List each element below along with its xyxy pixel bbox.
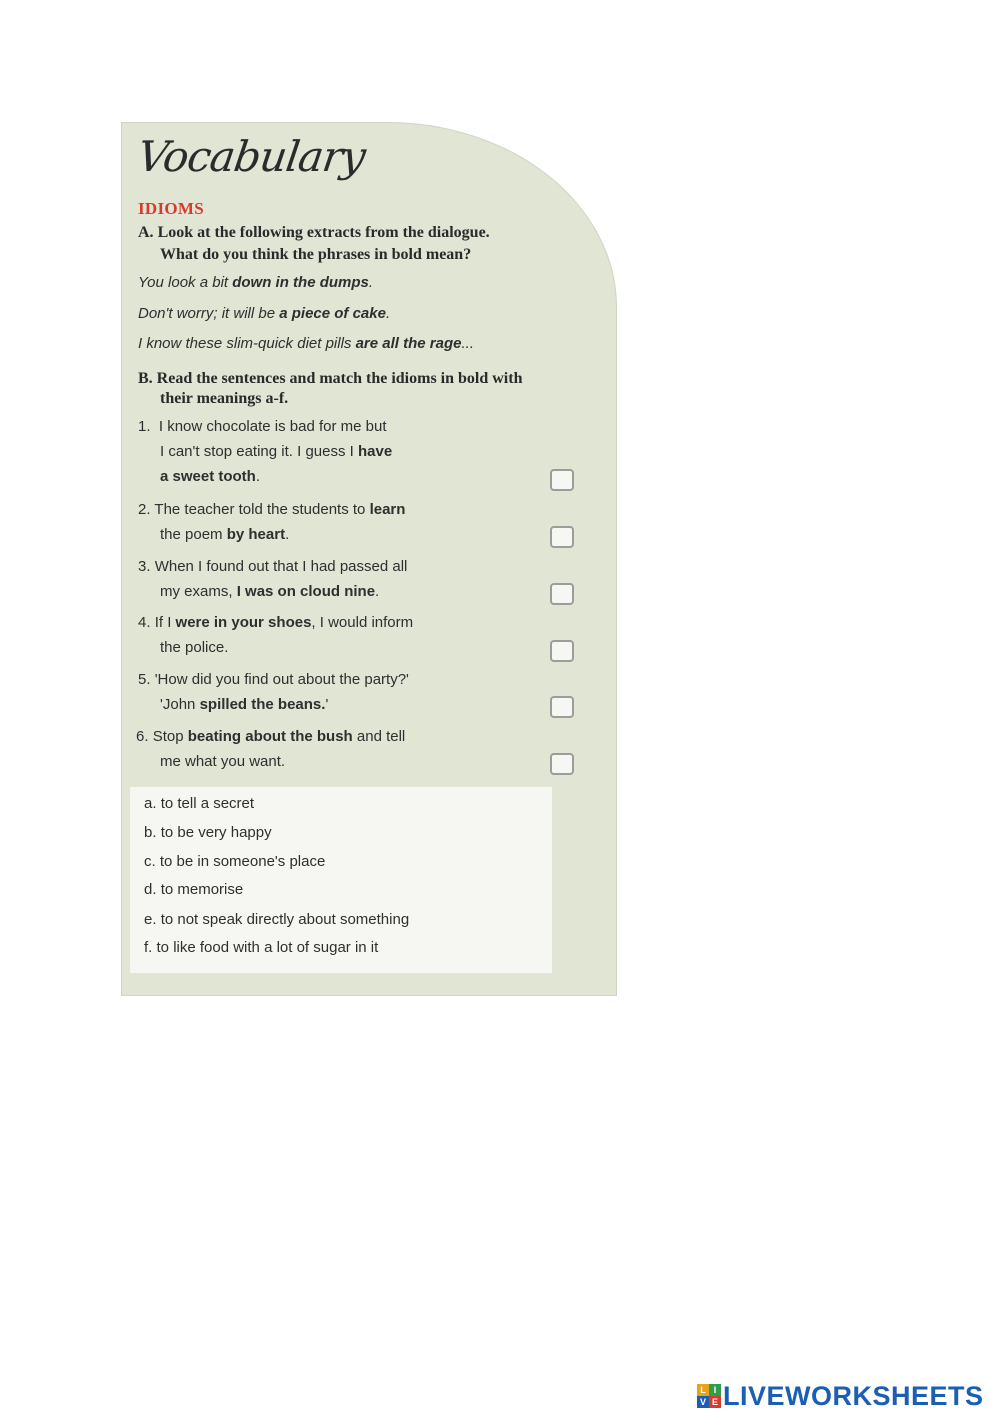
meaning-f-letter: f. <box>144 939 153 956</box>
item-2-text1: The teacher told the students to <box>154 501 370 518</box>
logo-mark-l: L <box>697 1384 709 1396</box>
meaning-e-letter: e. <box>144 911 157 928</box>
meaning-a-letter: a. <box>144 795 157 812</box>
meaning-c-letter: c. <box>144 853 156 870</box>
part-b-letter: B. <box>138 370 153 387</box>
part-a-letter: A. <box>138 224 154 241</box>
extract-2-post: . <box>385 305 391 322</box>
answer-box-3[interactable] <box>550 583 574 605</box>
answer-box-4[interactable] <box>550 640 574 662</box>
item-1-line2 <box>160 443 392 460</box>
meaning-b-text: to be very happy <box>160 824 272 841</box>
item-2-number: 2. <box>138 501 151 518</box>
extract-3 <box>138 335 474 352</box>
section-heading: IDIOMS <box>138 199 205 218</box>
item-3-number: 3. <box>138 558 151 575</box>
item-3-line2 <box>160 583 379 600</box>
item-1-bold1: have <box>357 443 393 460</box>
meaning-d <box>144 881 243 898</box>
item-3-post: . <box>375 583 380 600</box>
extract-3-post: ... <box>461 335 474 352</box>
answer-box-5[interactable] <box>550 696 574 718</box>
meaning-a-text: to tell a secret <box>160 795 255 812</box>
item-3-line1 <box>138 558 407 575</box>
meaning-b <box>144 824 272 841</box>
meaning-c <box>144 853 325 870</box>
item-4-text1: If I <box>154 614 176 631</box>
item-3-text1: When I found out that I had passed all <box>154 558 408 575</box>
logo-mark-v: V <box>697 1396 709 1408</box>
item-4-number: 4. <box>138 614 151 631</box>
item-1-post: . <box>255 468 261 485</box>
item-1-bold2: a sweet tooth <box>160 468 256 485</box>
meaning-f-text: to like food with a lot of sugar in it <box>156 939 379 956</box>
part-b-instruction-line1 <box>138 370 522 388</box>
extract-1-bold: down in the dumps <box>232 274 369 291</box>
meaning-f <box>144 939 378 956</box>
page-title: Vocabulary <box>134 132 368 181</box>
item-3-text2: my exams, <box>160 583 237 600</box>
part-a-text-1: Look at the following extracts from the dialogue. <box>157 224 490 241</box>
extract-3-bold: are all the rage <box>355 335 462 352</box>
item-5-line1 <box>138 671 409 688</box>
part-b-text-1: Read the sentences and match the idioms in bold with <box>156 370 523 387</box>
meaning-e-text: to not speak directly about something <box>160 911 410 928</box>
item-6-line2: me what you want. <box>160 753 286 770</box>
item-5-text2: 'John <box>160 696 200 713</box>
item-6-text1: Stop <box>152 728 188 745</box>
extract-2 <box>138 305 390 322</box>
meaning-a <box>144 795 254 812</box>
item-1-text1: I know chocolate is bad for me but <box>158 418 387 435</box>
item-2-line2 <box>160 526 289 543</box>
meaning-e <box>144 911 409 928</box>
extract-1-pre: You look a bit <box>138 274 233 291</box>
item-4-line1 <box>138 614 413 631</box>
item-5-text1: 'How did you find out about the party?' <box>154 671 409 688</box>
item-4-bold: were in your shoes <box>175 614 312 631</box>
meaning-d-letter: d. <box>144 881 157 898</box>
item-1-text2: I can't stop eating it. I guess I <box>160 443 358 460</box>
meaning-d-text: to memorise <box>160 881 244 898</box>
item-1-line3 <box>160 468 260 485</box>
liveworksheets-logo[interactable] <box>697 1381 984 1411</box>
item-2-post: . <box>285 526 290 543</box>
logo-mark-icon <box>697 1384 721 1408</box>
item-1-line1 <box>138 418 386 435</box>
item-2-bold2: by heart <box>226 526 286 543</box>
logo-text: LIVEWORKSHEETS <box>723 1380 984 1411</box>
part-b-instruction-line2: their meanings a-f. <box>160 390 289 407</box>
extract-2-bold: a piece of cake <box>279 305 386 322</box>
item-2-text2: the poem <box>160 526 227 543</box>
item-5-number: 5. <box>138 671 151 688</box>
extract-2-pre: Don't worry; it will be <box>138 305 280 322</box>
item-6-number: 6. <box>136 728 149 745</box>
answer-box-1[interactable] <box>550 469 574 491</box>
item-5-bold: spilled the beans. <box>199 696 326 713</box>
logo-mark-e: E <box>709 1396 721 1408</box>
item-5-post: ' <box>325 696 329 713</box>
part-a-instruction-line2: What do you think the phrases in bold mean? <box>160 246 472 263</box>
item-6-text2: and tell <box>352 728 406 745</box>
part-a-instruction-line1 <box>138 224 490 242</box>
answer-box-6[interactable] <box>550 753 574 775</box>
item-6-line1 <box>136 728 405 745</box>
extract-3-pre: I know these slim-quick diet pills <box>138 335 356 352</box>
answer-box-2[interactable] <box>550 526 574 548</box>
item-4-text2: , I would inform <box>311 614 414 631</box>
item-6-bold: beating about the bush <box>187 728 353 745</box>
meaning-b-letter: b. <box>144 824 157 841</box>
item-5-line2 <box>160 696 328 713</box>
item-1-number: 1. <box>138 418 151 435</box>
item-2-line1 <box>138 501 405 518</box>
logo-mark-i: I <box>709 1384 721 1396</box>
extract-1-post: . <box>368 274 374 291</box>
meaning-c-text: to be in someone's place <box>159 853 326 870</box>
extract-1 <box>138 274 373 291</box>
item-4-line2: the police. <box>160 639 229 656</box>
item-2-bold1: learn <box>369 501 406 518</box>
item-3-bold: I was on cloud nine <box>236 583 376 600</box>
